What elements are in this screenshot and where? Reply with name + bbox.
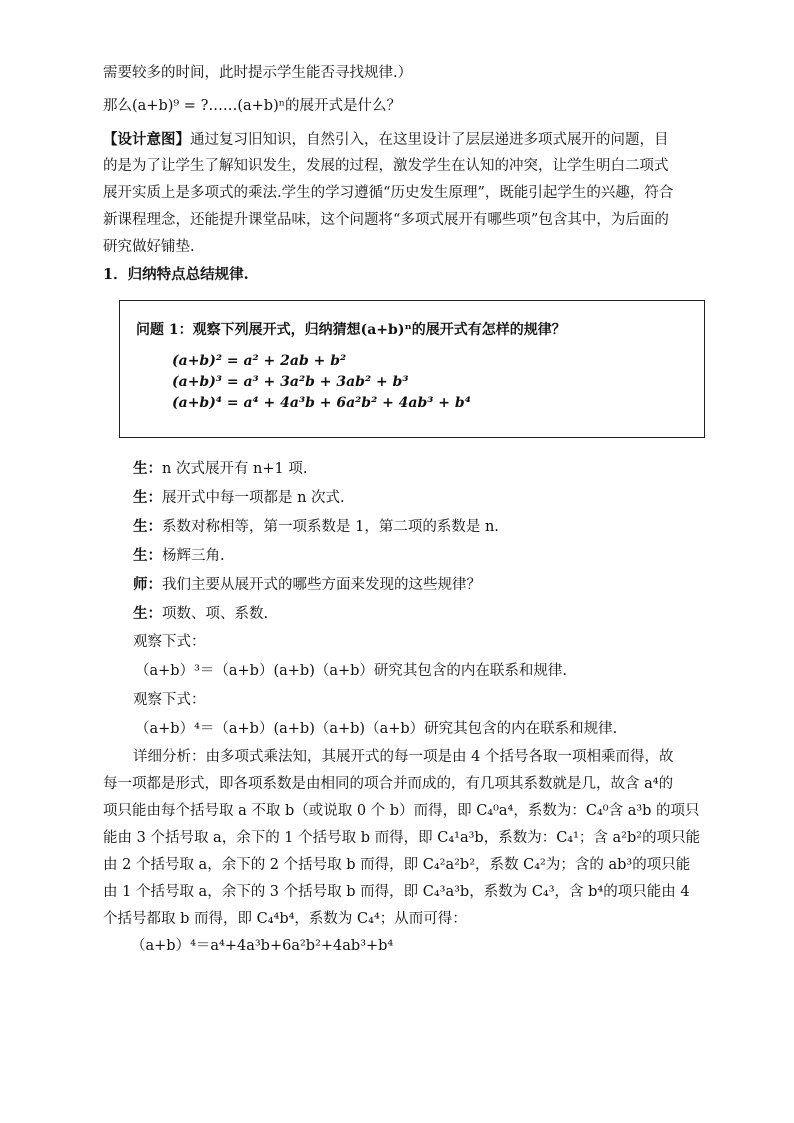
dialogue-text: 我们主要从展开式的哪些方面来发现的这些规律？	[162, 577, 481, 593]
intro-line-1: 需要较多的时间，此时提示学生能否寻找规律.）	[103, 65, 413, 81]
section-heading: 1．归纳特点总结规律.	[103, 266, 249, 283]
analysis-line: 每一项都是形式，即各项系数是由相同的项合并而成的，有几项其系数就是几，故含 a⁴的	[103, 776, 674, 792]
dialogue-line	[103, 483, 723, 512]
design-intent-label: 【设计意图】	[103, 131, 190, 148]
speaker-label: 生：	[133, 489, 162, 506]
design-intent-line: 研究做好铺垫.	[103, 239, 195, 255]
observe-formula: （a+b）³＝（a+b）(a+b)（a+b）研究其包含的内在联系和规律.	[135, 663, 568, 679]
question-box	[119, 300, 705, 438]
analysis-line: 详细分析：由多项式乘法知，其展开式的每一项是由 4 个括号各取一项相乘而得，故	[133, 749, 674, 765]
analysis-paragraph	[103, 744, 723, 960]
analysis-line: 个括号都取 b 而得，即 C₄⁴b⁴，系数为 C₄⁴；从而可得：	[103, 911, 467, 927]
design-intent-line: 通过复习旧知识，自然引入，在这里设计了层层递进多项式展开的问题，目	[190, 132, 669, 148]
speaker-label: 生：	[133, 547, 162, 564]
observe-title: 观察下式：	[133, 692, 206, 708]
dialogue-line	[103, 570, 723, 599]
equation-line: (a+b)⁴ = a⁴ + 4a³b + 6a²b² + 4ab³ + b⁴	[172, 395, 471, 411]
dialogue-line	[103, 541, 723, 570]
question-text: 问题 1：观察下列展开式，归纳猜想(a+b)ⁿ的展开式有怎样的规律？	[136, 322, 566, 338]
analysis-line: 由 2 个括号取 a，余下的 2 个括号取 b 而得，即 C₄²a²b²，系数 C₄²为；含的 ab³的项只能	[103, 857, 691, 873]
dialogue-text: 项数、项、系数.	[162, 606, 269, 622]
intro-line-2: 那么(a+b)⁹ = ?……(a+b)ⁿ的展开式是什么？	[103, 98, 402, 114]
observe-section	[103, 628, 723, 744]
analysis-result: （a+b）⁴＝a⁴+4a³b+6a²b²+4ab³+b⁴	[131, 938, 394, 954]
dialogue-list	[103, 454, 723, 628]
dialogue-line	[103, 454, 723, 483]
page-content	[103, 60, 723, 960]
speaker-label: 师：	[133, 576, 162, 593]
speaker-label: 生：	[133, 460, 162, 477]
dialogue-text: 杨辉三角.	[162, 548, 225, 564]
equation-list	[136, 351, 704, 414]
observe-title: 观察下式：	[133, 634, 206, 650]
speaker-label: 生：	[133, 605, 162, 622]
design-intent-line: 展开实质上是多项式的乘法.学生的学习遵循“历史发生原理”，既能引起学生的兴趣，符合	[103, 185, 674, 201]
design-intent-line: 新课程理念，还能提升课堂品味，这个问题将“多项式展开有哪些项”包含其中，为后面的	[103, 212, 669, 228]
dialogue-line	[103, 599, 723, 628]
design-intent-paragraph	[103, 126, 723, 261]
equation-line: (a+b)² = a² + 2ab + b²	[172, 353, 347, 369]
dialogue-text: 展开式中每一项都是 n 次式.	[162, 490, 345, 506]
analysis-line: 由 1 个括号取 a，余下的 3 个括号取 b 而得，即 C₄³a³b，系数为 C₄³，含 b⁴的项只能由 4	[103, 884, 690, 900]
analysis-line: 能由 3 个括号取 a，余下的 1 个括号取 b 而得，即 C₄¹a³b，系数为：C₄¹；含 a²b²的项只能	[103, 830, 701, 846]
analysis-line: 项只能由每个括号取 a 不取 b（或说取 0 个 b）而得，即 C₄⁰a⁴，系数为：C₄⁰含 a³b 的项只	[103, 803, 700, 819]
design-intent-line: 的是为了让学生了解知识发生，发展的过程，激发学生在认知的冲突，让学生明白二项式	[103, 158, 669, 174]
dialogue-text: 系数对称相等，第一项系数是 1，第二项的系数是 n.	[162, 519, 499, 535]
dialogue-text: n 次式展开有 n+1 项.	[162, 461, 308, 477]
equation-line: (a+b)³ = a³ + 3a²b + 3ab² + b³	[172, 374, 409, 390]
speaker-label: 生：	[133, 518, 162, 535]
dialogue-line	[103, 512, 723, 541]
observe-formula: （a+b）⁴＝（a+b）(a+b)（a+b)（a+b）研究其包含的内在联系和规律.	[135, 721, 618, 737]
